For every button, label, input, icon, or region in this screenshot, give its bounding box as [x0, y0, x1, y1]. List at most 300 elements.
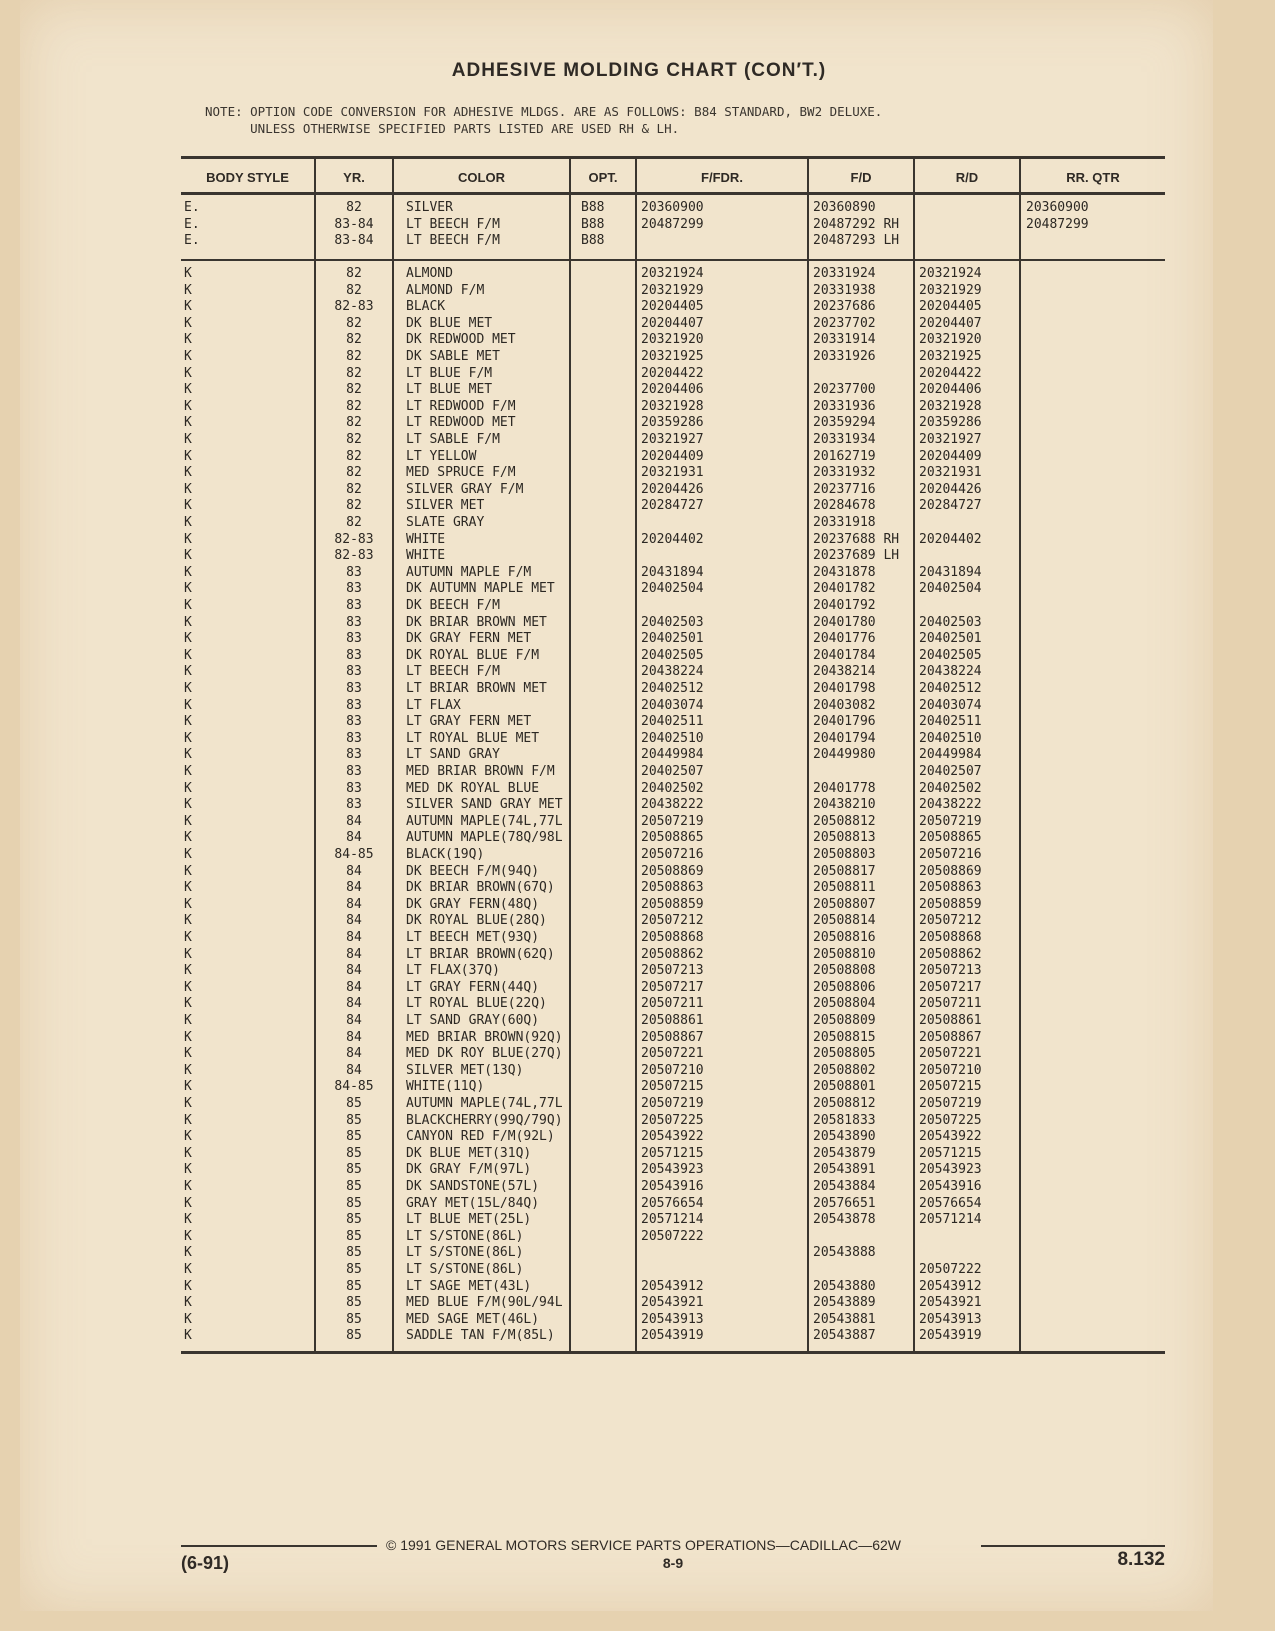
cell-r-d: 20402510	[919, 730, 982, 746]
table-row	[181, 432, 1165, 449]
cell-body-style: K	[184, 581, 192, 597]
cell-f-d: 20508801	[813, 1079, 876, 1095]
cell-f-d: 20237700	[813, 382, 876, 398]
cell-f-d: 20284678	[813, 498, 876, 514]
cell-f-d: 20508812	[813, 1096, 876, 1111]
cell-f-fdr: 20204422	[641, 365, 704, 381]
table-row	[181, 864, 1165, 881]
cell-color: MED BLUE F/M(90L/94L	[406, 1295, 563, 1311]
cell-body-style: K	[184, 432, 192, 447]
cell-f-fdr: 20543913	[641, 1311, 704, 1327]
header-r-d: R/D	[955, 170, 979, 185]
cell-f-d: 20331918	[813, 515, 876, 530]
cell-year: 82	[346, 432, 362, 447]
cell-f-fdr: 20508859	[641, 896, 704, 912]
cell-f-d: 20543880	[813, 1278, 876, 1294]
table-row	[181, 698, 1165, 715]
cell-body-style: K	[184, 1013, 192, 1028]
cell-year: 84	[346, 1062, 362, 1078]
cell-f-fdr: 20402503	[641, 614, 704, 630]
cell-body-style: K	[184, 1112, 192, 1128]
cell-f-d: 20508809	[813, 1013, 876, 1028]
table-row	[181, 498, 1165, 515]
cell-body-style: K	[184, 979, 192, 995]
cell-body-style: K	[184, 1046, 192, 1062]
note-line-1: NOTE: OPTION CODE CONVERSION FOR ADHESIVE MLDGS. ARE AS FOLLOWS: B84 STANDARD, BW2 DELUXE.	[205, 104, 883, 119]
cell-color: SILVER MET(13Q)	[406, 1062, 524, 1078]
cell-color: AUTUMN MAPLE(74L,77L	[406, 1096, 563, 1111]
cell-color: WHITE	[406, 548, 446, 564]
cell-f-d: 20401794	[813, 730, 876, 746]
cell-body-style: K	[184, 1262, 192, 1277]
cell-color: LT BLUE MET(25L)	[406, 1212, 532, 1228]
footer-rule	[981, 1545, 1165, 1547]
cell-option: B88	[581, 233, 605, 249]
cell-color: WHITE	[406, 531, 446, 547]
cell-f-fdr: 20204406	[641, 382, 704, 398]
cell-color: MED BRIAR BROWN(92Q)	[406, 1029, 563, 1045]
table-row	[181, 1096, 1165, 1113]
cell-color: BLACK	[406, 299, 446, 315]
cell-color: SADDLE TAN F/M(85L)	[406, 1328, 555, 1344]
cell-f-fdr: 20402502	[641, 780, 704, 796]
cell-body-style: K	[184, 1245, 192, 1261]
cell-color: SILVER SAND GRAY MET	[406, 797, 563, 813]
cell-body-style: K	[184, 913, 192, 929]
table-row	[181, 781, 1165, 798]
cell-f-fdr: 20507217	[641, 979, 704, 995]
table-row	[181, 615, 1165, 632]
table-row	[181, 382, 1165, 399]
cell-year: 82	[346, 481, 362, 497]
cell-body-style: K	[184, 1311, 192, 1327]
table-row	[181, 366, 1165, 383]
footer-rule	[181, 1545, 377, 1547]
cell-color: MED BRIAR BROWN F/M	[406, 764, 555, 779]
cell-year: 83	[346, 797, 362, 813]
cell-year: 83	[346, 564, 362, 580]
cell-r-d: 20571215	[919, 1145, 982, 1161]
cell-body-style: K	[184, 1179, 192, 1194]
cell-body-style: K	[184, 813, 192, 829]
cell-f-d: 20331936	[813, 398, 876, 414]
cell-r-d: 20321924	[919, 266, 982, 281]
cell-color: LT S/STONE(86L)	[406, 1228, 524, 1244]
table-row	[181, 731, 1165, 748]
cell-f-d: 20401798	[813, 681, 876, 696]
table-row	[181, 963, 1165, 980]
cell-f-fdr: 20543919	[641, 1328, 704, 1344]
cell-f-d: 20543891	[813, 1162, 876, 1178]
cell-body-style: E.	[184, 233, 200, 249]
cell-f-d: 20543878	[813, 1212, 876, 1228]
cell-r-d: 20402502	[919, 780, 982, 796]
table-row	[181, 830, 1165, 847]
header-year: YR.	[343, 170, 365, 185]
cell-body-style: K	[184, 1212, 192, 1228]
cell-f-d: 20508817	[813, 863, 876, 879]
table-row	[181, 1079, 1165, 1096]
cell-year: 84	[346, 813, 362, 829]
cell-color: BLACK(19Q)	[406, 847, 485, 862]
table-row	[181, 1162, 1165, 1179]
cell-color: DK BRIAR BROWN(67Q)	[406, 880, 555, 896]
cell-year: 84	[346, 946, 362, 962]
cell-r-d: 20438224	[919, 664, 982, 680]
cell-body-style: K	[184, 764, 192, 779]
cell-color: DK BEECH F/M	[406, 598, 500, 613]
cell-f-d: 20438210	[813, 797, 876, 813]
cell-color: SILVER	[406, 200, 453, 215]
cell-r-d: 20402503	[919, 614, 982, 630]
cell-r-d: 20508859	[919, 896, 982, 912]
cell-body-style: K	[184, 963, 192, 979]
page-number: 8.132	[1117, 1549, 1165, 1570]
cell-year: 82	[346, 282, 362, 298]
cell-color: LT GRAY FERN(44Q)	[406, 979, 540, 995]
table-row	[181, 349, 1165, 366]
cell-r-d: 20431894	[919, 564, 982, 580]
cell-year: 85	[346, 1162, 362, 1178]
cell-body-style: K	[184, 548, 192, 564]
cell-f-d: 20438214	[813, 664, 876, 680]
cell-f-fdr: 20402504	[641, 581, 704, 597]
cell-r-d: 20204405	[919, 299, 982, 315]
cell-body-style: K	[184, 896, 192, 912]
cell-year: 82	[346, 349, 362, 364]
table-row	[181, 996, 1165, 1013]
cell-color: DK BLUE MET	[406, 315, 493, 331]
cell-body-style: K	[184, 1162, 192, 1178]
header-option: OPT.	[588, 170, 618, 185]
cell-f-fdr: 20321931	[641, 465, 704, 481]
cell-r-d: 20543913	[919, 1311, 982, 1327]
cell-body-style: K	[184, 730, 192, 746]
cell-color: LT BRIAR BROWN MET	[406, 681, 547, 696]
cell-year: 82	[346, 332, 362, 348]
table-header	[181, 159, 1165, 195]
cell-f-d: 20331914	[813, 332, 876, 348]
table-row	[181, 897, 1165, 914]
table-row	[181, 399, 1165, 416]
cell-color: DK BEECH F/M(94Q)	[406, 863, 540, 879]
table-row	[181, 1279, 1165, 1296]
cell-body-style: K	[184, 564, 192, 580]
revision-date: (6-91)	[181, 1553, 230, 1573]
cell-f-fdr: 20508869	[641, 863, 704, 879]
cell-f-d: 20543889	[813, 1295, 876, 1311]
cell-body-style: K	[184, 1295, 192, 1311]
cell-r-d: 20507219	[919, 1096, 982, 1111]
cell-body-style: K	[184, 714, 192, 730]
cell-color: LT FLAX	[406, 697, 461, 713]
cell-body-style: K	[184, 946, 192, 962]
cell-year: 85	[346, 1278, 362, 1294]
cell-f-fdr: 20543921	[641, 1295, 704, 1311]
cell-year: 84	[346, 880, 362, 896]
cell-r-d: 20507212	[919, 913, 982, 929]
cell-r-d: 20507211	[919, 996, 982, 1012]
cell-r-d: 20204406	[919, 382, 982, 398]
cell-body-style: K	[184, 1145, 192, 1161]
cell-body-style: K	[184, 847, 192, 862]
cell-f-fdr: 20321925	[641, 349, 704, 364]
header-f-d: F/D	[850, 170, 872, 185]
section-number: 8-9	[662, 1555, 684, 1571]
table-row	[181, 913, 1165, 930]
table-row	[181, 532, 1165, 549]
cell-year: 83	[346, 631, 362, 647]
table-row	[181, 947, 1165, 964]
cell-f-d: 20508806	[813, 979, 876, 995]
cell-year: 85	[346, 1112, 362, 1128]
cell-r-d: 20508867	[919, 1029, 982, 1045]
cell-color: LT SAND GRAY(60Q)	[406, 1013, 540, 1028]
cell-r-d: 20543921	[919, 1295, 982, 1311]
cell-f-fdr: 20507219	[641, 813, 704, 829]
cell-r-d: 20204409	[919, 448, 982, 464]
cell-f-fdr: 20508867	[641, 1029, 704, 1045]
cell-year: 83	[346, 598, 362, 613]
header-body-style: BODY STYLE	[206, 170, 289, 185]
cell-f-d: 20508811	[813, 880, 876, 896]
cell-f-fdr: 20204407	[641, 315, 704, 331]
cell-f-fdr: 20508868	[641, 930, 704, 945]
molding-table	[181, 156, 1165, 1354]
cell-color: DK AUTUMN MAPLE MET	[406, 581, 555, 597]
table-row	[181, 200, 1165, 217]
cell-color: LT SAGE MET(43L)	[406, 1278, 532, 1294]
cell-color: LT BEECH MET(93Q)	[406, 930, 540, 945]
cell-body-style: K	[184, 996, 192, 1012]
cell-year: 82	[346, 465, 362, 481]
table-row	[181, 465, 1165, 482]
table-row	[181, 1245, 1165, 1262]
cell-color: LT ROYAL BLUE MET	[406, 730, 540, 746]
cell-f-fdr: 20507210	[641, 1062, 704, 1078]
cell-color: DK ROYAL BLUE F/M	[406, 647, 540, 663]
cell-color: MED SAGE MET(46L)	[406, 1311, 540, 1327]
cell-color: CANYON RED F/M(92L)	[406, 1129, 555, 1145]
cell-r-d: 20507225	[919, 1112, 982, 1128]
cell-f-d: 20508812	[813, 813, 876, 829]
cell-body-style: K	[184, 1129, 192, 1145]
cell-f-d: 20237716	[813, 481, 876, 497]
cell-year: 82	[346, 398, 362, 414]
cell-body-style: K	[184, 349, 192, 364]
cell-f-fdr: 20438224	[641, 664, 704, 680]
cell-r-d: 20284727	[919, 498, 982, 514]
cell-r-d: 20508868	[919, 930, 982, 945]
chart-title: ADHESIVE MOLDING CHART (CON′T.)	[451, 60, 827, 81]
cell-body-style: K	[184, 465, 192, 481]
cell-year: 82-83	[334, 548, 374, 564]
cell-year: 85	[346, 1129, 362, 1145]
cell-f-d: 20508804	[813, 996, 876, 1012]
cell-year: 82	[346, 515, 362, 530]
table-row	[181, 681, 1165, 698]
cell-body-style: K	[184, 415, 192, 431]
cell-r-d: 20204402	[919, 531, 982, 547]
cell-f-d: 20543887	[813, 1328, 876, 1344]
cell-color: LT REDWOOD MET	[406, 415, 516, 431]
cell-f-fdr: 20543916	[641, 1179, 704, 1194]
cell-r-d: 20438222	[919, 797, 982, 813]
cell-f-fdr: 20507219	[641, 1096, 704, 1111]
cell-color: LT SABLE F/M	[406, 432, 500, 447]
cell-f-d: 20401792	[813, 598, 876, 613]
cell-f-d: 20508803	[813, 847, 876, 862]
table-row	[181, 1295, 1165, 1312]
cell-body-style: E.	[184, 200, 200, 215]
cell-color: GRAY MET(15L/84Q)	[406, 1195, 540, 1211]
cell-year: 85	[346, 1096, 362, 1111]
cell-f-d: 20487293 LH	[813, 233, 900, 249]
cell-f-fdr: 20284727	[641, 498, 704, 514]
table-row	[181, 980, 1165, 997]
cell-year: 83	[346, 647, 362, 663]
cell-color: DK BRIAR BROWN MET	[406, 614, 547, 630]
cell-f-d: 20401778	[813, 780, 876, 796]
cell-year: 84-85	[334, 1079, 374, 1095]
table-row	[181, 1030, 1165, 1047]
cell-color: LT BEECH F/M	[406, 664, 500, 680]
cell-r-d: 20508863	[919, 880, 982, 896]
cell-body-style: K	[184, 315, 192, 331]
cell-f-fdr: 20402511	[641, 714, 704, 730]
cell-color: SILVER MET	[406, 498, 485, 514]
header-color: COLOR	[458, 170, 505, 185]
cell-f-d: 20331926	[813, 349, 876, 364]
cell-year: 83	[346, 730, 362, 746]
cell-f-d: 20581833	[813, 1112, 876, 1128]
cell-r-d: 20543916	[919, 1179, 982, 1194]
cell-year: 83	[346, 681, 362, 696]
cell-f-fdr: 20507215	[641, 1079, 704, 1095]
table-row	[181, 1262, 1165, 1279]
cell-r-d: 20204422	[919, 365, 982, 381]
cell-year: 84	[346, 863, 362, 879]
cell-f-fdr: 20508863	[641, 880, 704, 896]
table-row	[181, 332, 1165, 349]
cell-year: 85	[346, 1245, 362, 1261]
table-row	[181, 515, 1165, 532]
cell-r-d: 20507217	[919, 979, 982, 995]
cell-f-fdr: 20507225	[641, 1112, 704, 1128]
table-row	[181, 1113, 1165, 1130]
cell-color: DK ROYAL BLUE(28Q)	[406, 913, 547, 929]
cell-f-fdr: 20508865	[641, 830, 704, 846]
cell-body-style: K	[184, 631, 192, 647]
cell-f-fdr: 20321929	[641, 282, 704, 298]
cell-color: LT REDWOOD F/M	[406, 398, 516, 414]
cell-r-d: 20321927	[919, 432, 982, 447]
cell-f-d: 20401782	[813, 581, 876, 597]
cell-r-d: 20507221	[919, 1046, 982, 1062]
cell-color: MED DK ROYAL BLUE	[406, 780, 540, 796]
cell-body-style: K	[184, 382, 192, 398]
table-row	[181, 415, 1165, 432]
cell-f-fdr: 20543923	[641, 1162, 704, 1178]
table-row	[181, 714, 1165, 731]
table-row	[181, 648, 1165, 665]
cell-year: 85	[346, 1212, 362, 1228]
cell-f-d: 20331924	[813, 266, 876, 281]
cell-color: LT BEECH F/M	[406, 233, 500, 249]
table-row	[181, 266, 1165, 283]
cell-color: MED DK ROY BLUE(27Q)	[406, 1046, 563, 1062]
cell-f-fdr: 20204402	[641, 531, 704, 547]
cell-f-fdr: 20360900	[641, 200, 704, 215]
cell-year: 84	[346, 1029, 362, 1045]
table-row	[181, 1312, 1165, 1329]
cell-rr-qtr: 20360900	[1026, 200, 1089, 215]
cell-r-d: 20507219	[919, 813, 982, 829]
header-f-fdr: F/FDR.	[701, 170, 743, 185]
cell-body-style: K	[184, 481, 192, 497]
cell-f-d: 20403082	[813, 697, 876, 713]
cell-f-d: 20508808	[813, 963, 876, 979]
cell-body-style: K	[184, 1195, 192, 1211]
cell-body-style: K	[184, 863, 192, 879]
table-row	[181, 449, 1165, 466]
cell-r-d: 20571214	[919, 1212, 982, 1228]
option-code-note	[205, 103, 882, 137]
cell-r-d: 20576654	[919, 1195, 982, 1211]
cell-body-style: K	[184, 780, 192, 796]
cell-year: 83	[346, 780, 362, 796]
cell-body-style: K	[184, 1278, 192, 1294]
cell-r-d: 20507210	[919, 1062, 982, 1078]
cell-f-d: 20162719	[813, 448, 876, 464]
cell-color: LT BLUE F/M	[406, 365, 493, 381]
cell-year: 84	[346, 830, 362, 846]
cell-f-d: 20543881	[813, 1311, 876, 1327]
cell-f-d: 20508805	[813, 1046, 876, 1062]
cell-r-d: 20543912	[919, 1278, 982, 1294]
table-row	[181, 1179, 1165, 1196]
cell-year: 83	[346, 581, 362, 597]
cell-year: 85	[346, 1179, 362, 1194]
cell-f-d: 20487292 RH	[813, 216, 900, 232]
table-row	[181, 664, 1165, 681]
table-row	[181, 797, 1165, 814]
section-divider	[181, 259, 1165, 261]
cell-body-style: K	[184, 664, 192, 680]
table-row	[181, 1046, 1165, 1063]
cell-r-d: 20402507	[919, 764, 982, 779]
cell-f-fdr: 20204405	[641, 299, 704, 315]
cell-color: LT ROYAL BLUE(22Q)	[406, 996, 547, 1012]
cell-body-style: K	[184, 1096, 192, 1111]
cell-f-fdr: 20402501	[641, 631, 704, 647]
cell-color: DK SABLE MET	[406, 349, 500, 364]
cell-r-d: 20507213	[919, 963, 982, 979]
cell-r-d: 20321929	[919, 282, 982, 298]
cell-f-d: 20576651	[813, 1195, 876, 1211]
cell-f-fdr: 20321920	[641, 332, 704, 348]
cell-color: DK GRAY FERN MET	[406, 631, 532, 647]
cell-year: 84	[346, 996, 362, 1012]
cell-year: 83	[346, 664, 362, 680]
cell-year: 85	[346, 1228, 362, 1244]
cell-year: 82	[346, 200, 362, 215]
cell-body-style: K	[184, 365, 192, 381]
cell-color: LT GRAY FERN MET	[406, 714, 532, 730]
cell-r-d: 20402505	[919, 647, 982, 663]
cell-f-fdr: 20487299	[641, 216, 704, 232]
cell-f-fdr: 20402505	[641, 647, 704, 663]
